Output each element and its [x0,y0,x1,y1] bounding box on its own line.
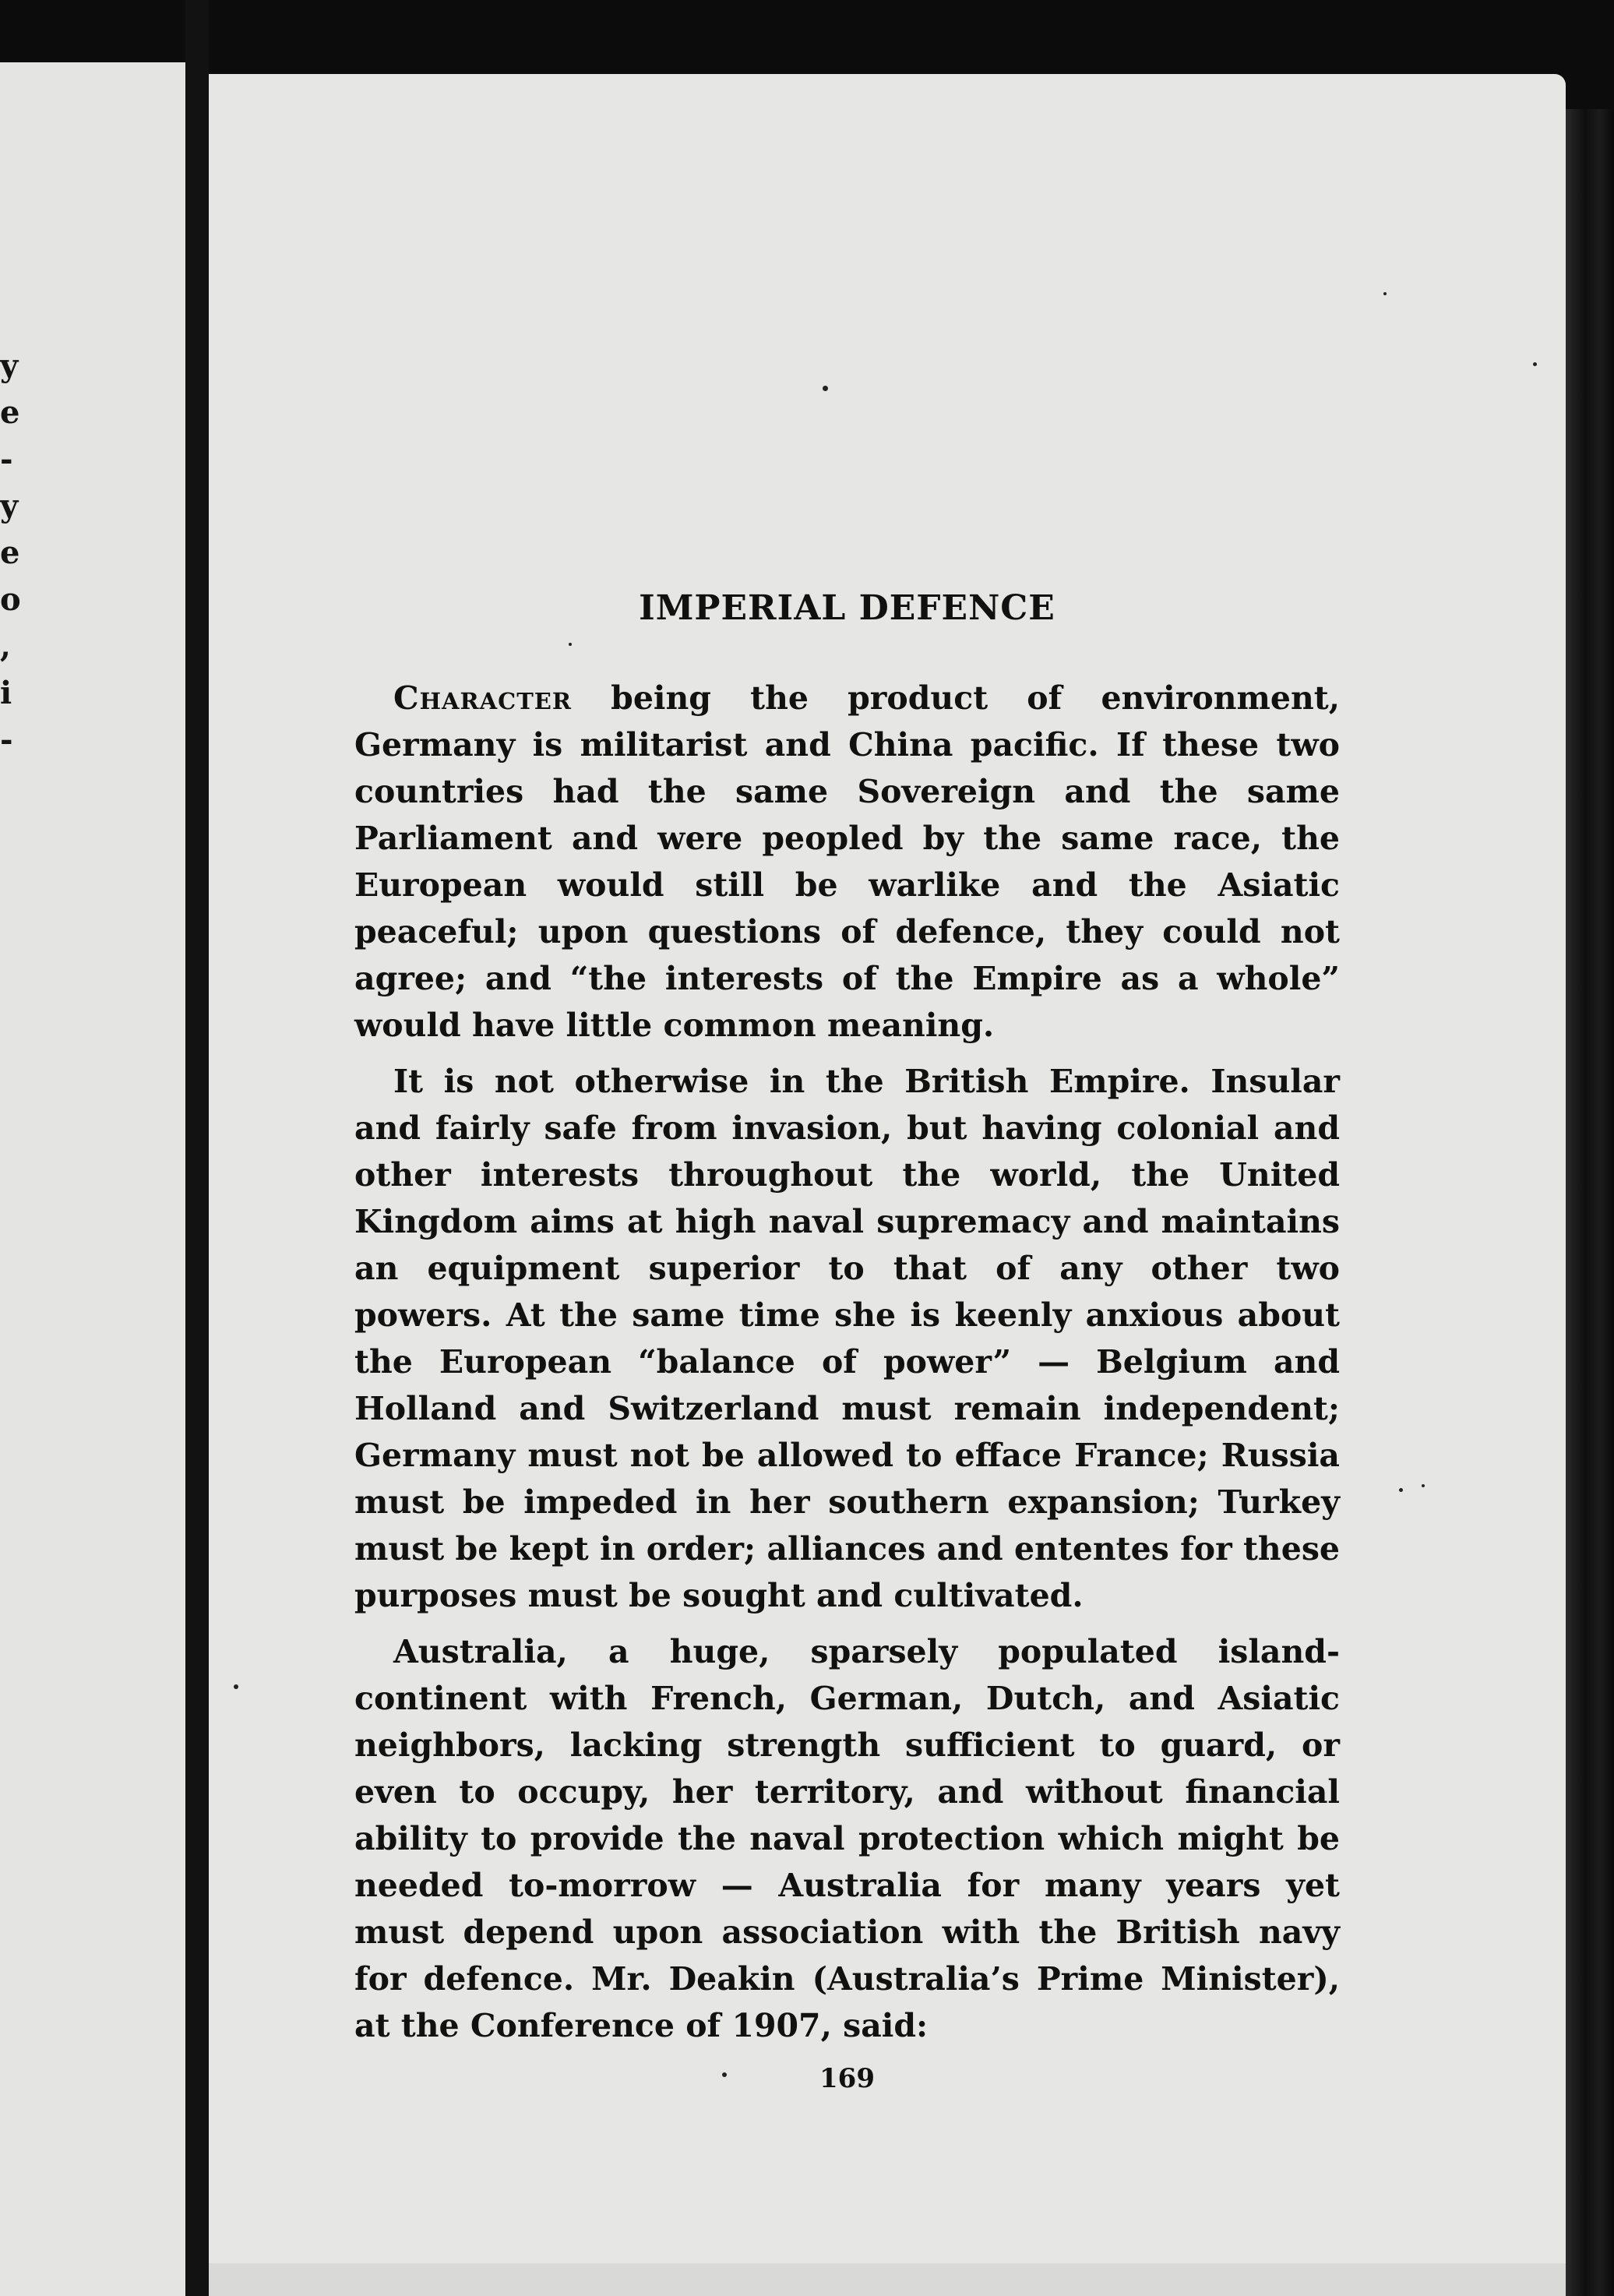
fragment: i [0,675,12,711]
previous-page-text-fragments [0,343,22,764]
paragraph [354,1628,1340,2049]
fragment: - [0,441,13,478]
chapter-title: IMPERIAL DEFENCE [639,588,1055,628]
fragment: , [0,628,11,665]
fragment: e [0,394,20,431]
fragment: o [0,581,21,618]
paragraph-text: Australia, a huge, sparsely populated island-continent with French, German, Dutch, and Asiatic neighbors, lacking strength sufficient to guard, or even to occupy, her territory, and without financial ability to provide the naval protection which might be needed to-morrow — Australia for many years yet must depend upon association with the British navy for defence. Mr. Deakin (Australia’s Prime Minister), at the Conference of 1907, said: [354,1633,1340,2044]
fragment: y [0,488,19,524]
paragraph-text: being the product of environment, Germany is militarist and China pacific. If these two countries had the same Sovereign and the same Parliament and were peopled by the same race, the European would still be warlike and the Asiatic peaceful; upon questions of defence, they could not agree; and “the interests of the Empire as a whole” would have little common meaning. [354,679,1340,1044]
previous-page [0,62,185,2296]
page-number: 169 [819,2063,875,2094]
page-bottom [209,2263,1566,2296]
fragment: y [0,347,19,384]
page-content [354,588,1340,2094]
fragment: - [0,721,13,758]
paragraph [354,1058,1340,1619]
page-edge-shadow [1566,109,1614,2296]
paragraph-text: It is not otherwise in the British Empire. Insular and fairly safe from invasion, but having colonial and other interests throughout the world, the United Kingdom aims at high naval supremacy and maintains an equipment superior to that of any other two powers. At the same time she is keenly anxious about the European “balance of power” — Belgium and Holland and Switzerland must remain independent; Germany must not be allowed to efface France; Russia must be impeded in her southern expansion; Turkey must be kept in order; alliances and ententes for these purposes must be sought and cultivated. [354,1063,1340,1614]
book-gutter [185,0,209,2296]
paragraph [354,675,1340,1049]
paragraph-lead-word: Character [393,679,572,717]
fragment: e [0,534,20,571]
